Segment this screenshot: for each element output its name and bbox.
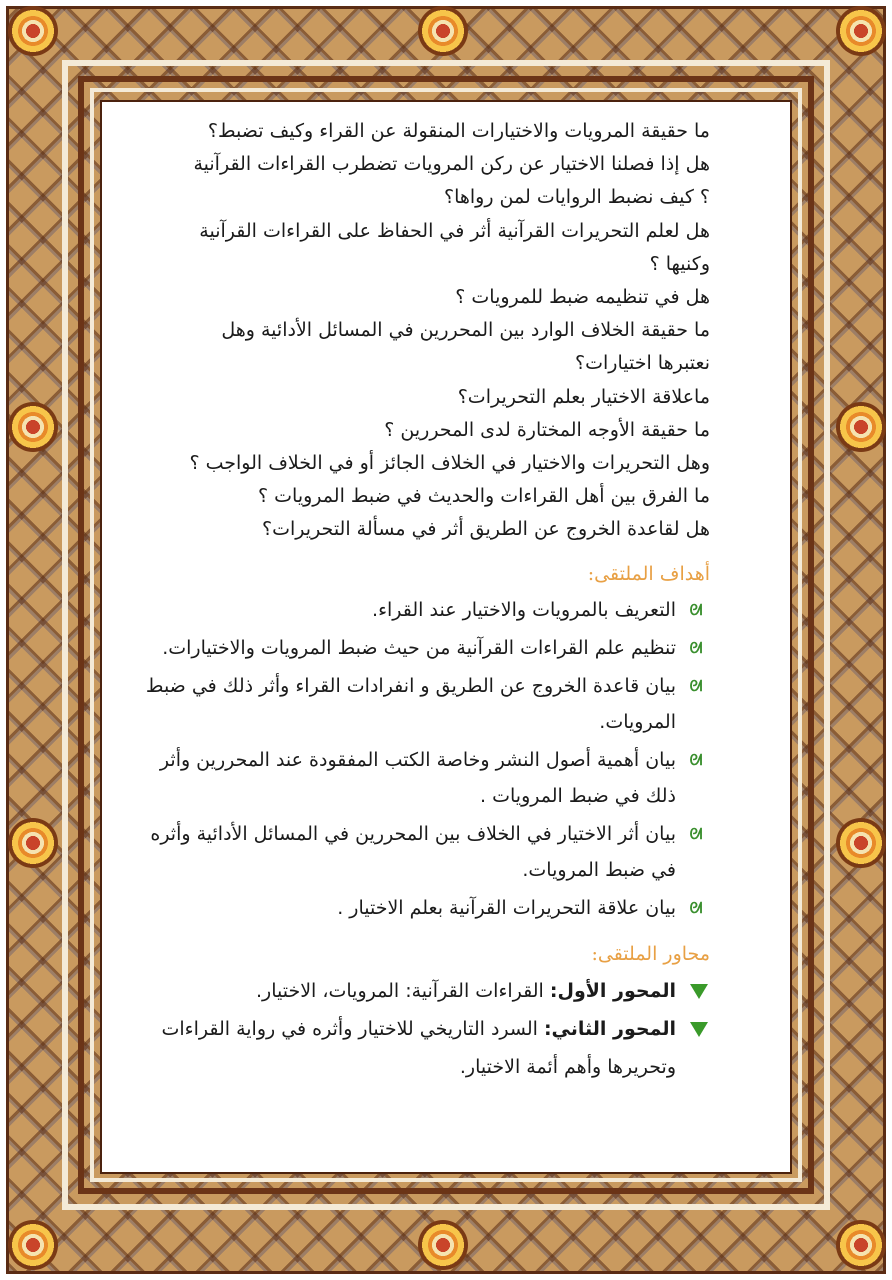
question-line: وهل التحريرات والاختيار في الخلاف الجائز أو في الخلاف الواجب ؟ [189, 451, 710, 474]
ornament-bullet-icon: ᘛ [689, 639, 703, 658]
question-line: ما حقيقة الخلاف الوارد بين المحررين في المسائل الأدائية وهل [221, 319, 710, 342]
rosette-icon [418, 6, 468, 56]
question-line: هل لعلم التحريرات القرآنية أثر في الحفاظ على القراءات القرآنية [199, 219, 710, 242]
goal-item [130, 592, 710, 628]
goal-text: بيان أثر الاختيار في الخلاف بين المحررين في المسائل الأدائية وأثره في ضبط المرويات. [150, 823, 676, 882]
axes-list [130, 972, 710, 1086]
page-content [130, 115, 710, 1086]
question-line: ما حقيقة الأوجه المختارة لدى المحررين ؟ [384, 418, 710, 441]
goal-item [130, 668, 710, 740]
question-line: ؟ كيف نضبط الروايات لمن رواها؟ [444, 186, 710, 209]
question-line: وكنيها ؟ [649, 252, 710, 275]
axes-heading: محاور الملتقى: [591, 943, 710, 966]
question-line: نعتبرها اختيارات؟ [575, 352, 710, 375]
question-line: ما حقيقة المرويات والاختيارات المنقولة عن القراء وكيف تضبط؟ [207, 120, 710, 142]
axis-text: السرد التاريخي للاختيار وأثره في رواية القراءات وتحريرها وأهم أئمة الاختيار. [161, 1018, 676, 1079]
rosette-icon [836, 6, 886, 56]
goal-text: بيان أهمية أصول النشر وخاصة الكتب المفقودة عند المحررين وأثر ذلك في ضبط المرويات . [159, 749, 676, 808]
rosette-icon [8, 6, 58, 56]
goal-text: تنظيم علم القراءات القرآنية من حيث ضبط المرويات والاختيارات. [162, 637, 676, 660]
question-line: هل في تنظيمه ضبط للمرويات ؟ [455, 285, 710, 308]
goal-item [130, 742, 710, 814]
triangle-bullet-icon [690, 1022, 708, 1037]
goal-text: التعريف بالمرويات والاختيار عند القراء. [372, 599, 676, 622]
axis-label: المحور الأول: [549, 980, 676, 1003]
question-line: ماعلاقة الاختيار بعلم التحريرات؟ [457, 385, 710, 408]
goal-item [130, 630, 710, 666]
axis-label: المحور الثاني: [543, 1018, 676, 1041]
question-line: هل إذا فصلنا الاختيار عن ركن المرويات تضطرب القراءات القرآنية [193, 153, 710, 176]
rosette-icon [8, 402, 58, 452]
rosette-icon [418, 1220, 468, 1270]
ornament-bullet-icon: ᘛ [689, 899, 703, 918]
rosette-icon [836, 1220, 886, 1270]
question-line: هل لقاعدة الخروج عن الطريق أثر في مسألة التحريرات؟ [262, 518, 710, 541]
triangle-bullet-icon [690, 984, 708, 999]
axis-item [130, 1010, 710, 1086]
ornament-bullet-icon: ᘛ [689, 751, 703, 770]
goals-heading: أهداف الملتقى: [587, 563, 710, 586]
rosette-icon [836, 402, 886, 452]
goal-text: بيان قاعدة الخروج عن الطريق و انفرادات القراء وأثر ذلك في ضبط المرويات. [145, 675, 676, 734]
goal-item [130, 890, 710, 926]
axis-text: القراءات القرآنية: المرويات، الاختيار. [255, 980, 544, 1003]
goal-item [130, 816, 710, 888]
goals-list [130, 592, 710, 926]
question-line: ما الفرق بين أهل القراءات والحديث في ضبط المرويات ؟ [258, 485, 710, 508]
questions-list [130, 115, 710, 546]
ornament-bullet-icon: ᘛ [689, 825, 703, 844]
goal-text: بيان علاقة التحريرات القرآنية بعلم الاختيار . [337, 897, 676, 920]
rosette-icon [8, 818, 58, 868]
rosette-icon [8, 1220, 58, 1270]
rosette-icon [836, 818, 886, 868]
ornament-bullet-icon: ᘛ [689, 677, 703, 696]
axis-item [130, 972, 710, 1010]
ornament-bullet-icon: ᘛ [689, 601, 703, 620]
